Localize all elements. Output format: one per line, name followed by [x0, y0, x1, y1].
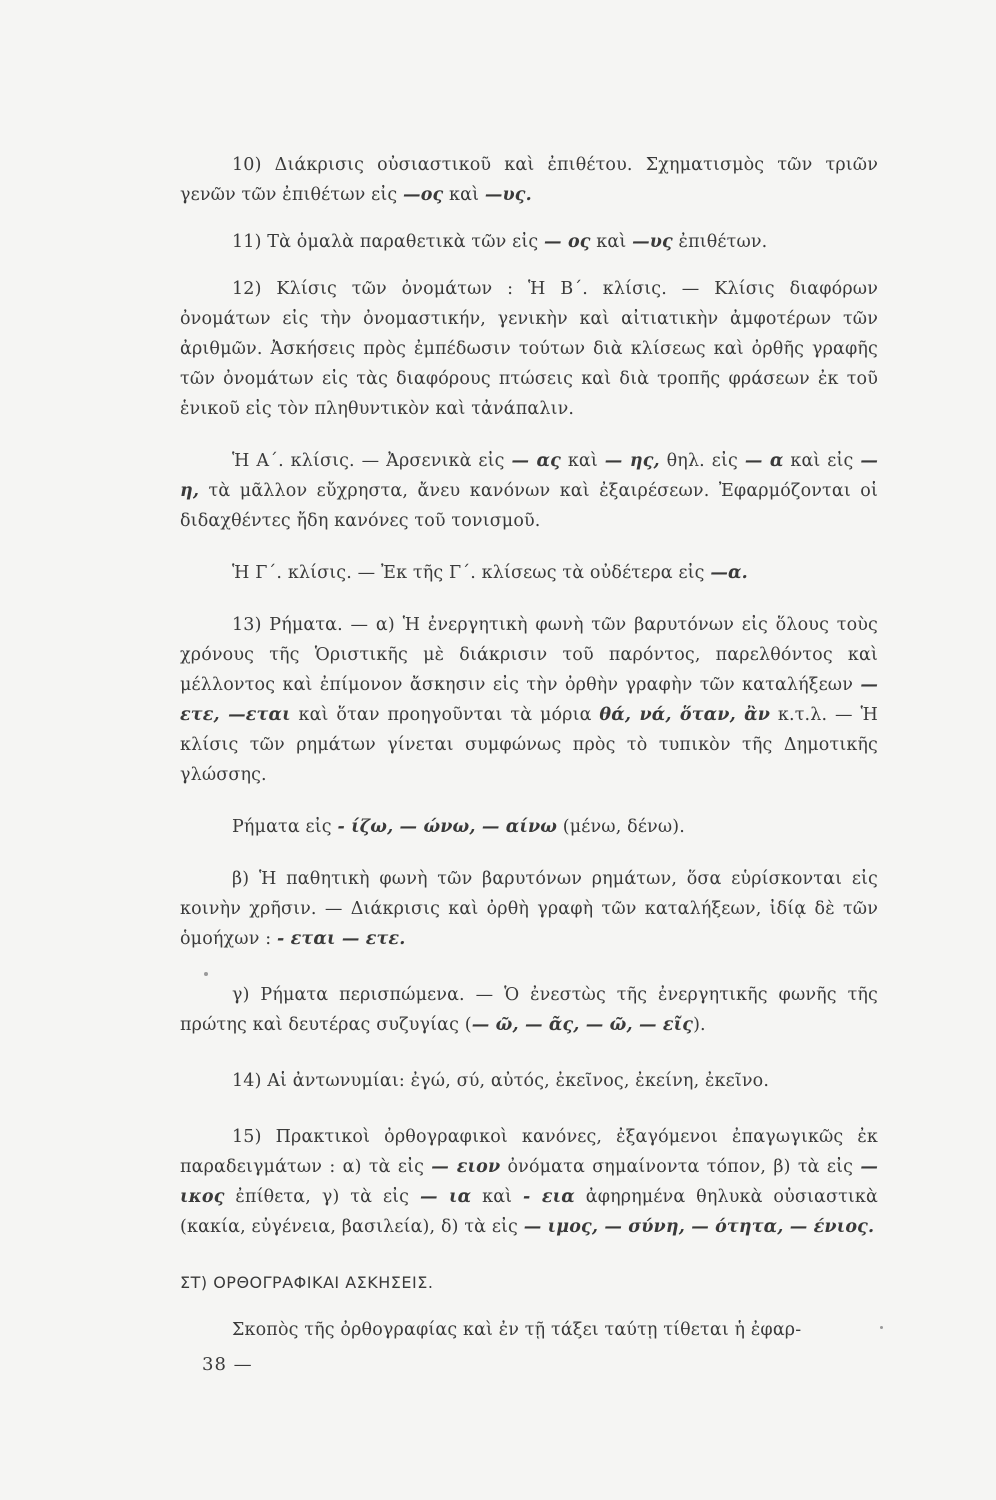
text-run: Σκοπὸς τῆς ὀρθογραφίας καὶ ἐν τῇ τάξει ταύτῃ τίθεται ἡ ἐφαρ- [232, 1320, 802, 1340]
item-10 [180, 150, 878, 210]
text-run: κ.τ.λ. — Ἡ κλίσις τῶν ρημάτων γίνεται συμφώνως πρὸς τὸ τυπικὸν τῆς Δημοτικῆς γλώσσης. [180, 705, 878, 785]
text-run: ἀφηρημένα θηλυκὰ οὐσιαστικὰ (κακία, εὐγένεια, βασιλεία), δ) τὰ εἰς [180, 1187, 878, 1237]
item-13-b [180, 864, 878, 954]
inflection-ending: - εται — ετε. [276, 929, 406, 949]
text-run: τὰ μᾶλλον εὔχρηστα, ἄνευ κανόνων καὶ ἐξαιρέσεων. Ἐφαρμόζονται οἱ διδαχθέντες ἤδη κανόνες τοῦ τονισμοῦ. [180, 481, 878, 531]
text-run: καὶ [560, 451, 605, 471]
inflection-ending: - ίζω, — ώνω, — αίνω [337, 817, 558, 837]
text-run: 13) Ρήματα. — α) Ἡ ἐνεργητικὴ φωνὴ τῶν βαρυτόνων εἰς ὅλους τοὺς χρόνους τῆς Ὁριστικῆς μὲ διάκρισιν τοῦ παρόντος, παρελθόντος καὶ μέλλοντος καὶ ἐπίμονον ἄσκησιν εἰς τὴν ὀρθὴν γραφὴν τῶν καταλήξεων [180, 615, 878, 695]
text-run: 10) Διάκρισις οὐσιαστικοῦ καὶ ἐπιθέτου. Σχηματισμὸς τῶν τριῶν γενῶν τῶν ἐπιθέτων εἰς [180, 155, 878, 205]
text-run: ἐπιθέτων. [672, 232, 768, 252]
text-run: 14) Αἱ ἀντωνυμίαι: ἐγώ, σύ, αὐτός, ἐκεῖνος, ἐκείνη, ἐκεῖνο. [232, 1071, 770, 1091]
ink-speck [204, 972, 208, 976]
section-heading [180, 1268, 878, 1298]
inflection-ending: —ος [403, 185, 444, 205]
verbs-line [180, 812, 878, 842]
text-run: 15) Πρακτικοὶ ὀρθογραφικοὶ κανόνες, ἐξαγόμενοι ἐπαγωγικῶς ἐκ παραδειγμάτων : α) τὰ εἰς [180, 1127, 878, 1177]
inflection-ending: - εια [523, 1187, 575, 1207]
text-column [180, 150, 878, 1345]
inflection-ending: — η, [180, 451, 878, 501]
text-run: ἐπίθετα, γ) τὰ εἰς [224, 1187, 420, 1207]
text-run: Ἡ Α΄. κλίσις. — Ἀρσενικὰ εἰς [232, 451, 512, 471]
ink-speck [880, 1326, 883, 1329]
item-11 [180, 227, 878, 257]
inflection-ending: — ας [511, 451, 561, 471]
inflection-ending: —α. [710, 563, 748, 583]
inflection-ending: — ης, [604, 451, 660, 471]
inflection-ending: —ετε, —εται [180, 675, 878, 725]
inflection-ending: — ιμος, — σύνη, — ότητα, — ένιος. [523, 1217, 875, 1237]
text-run: 12) Κλίσις τῶν ὀνομάτων : Ἡ Β΄. κλίσις. — Κλίσις διαφόρων ὀνομάτων εἰς τὴν ὀνομαστικήν, γενικὴν καὶ αἰτιατικὴν ἀμφοτέρων τῶν ἀριθμῶν. Ἀσκήσεις πρὸς ἐμπέδωσιν τούτων διὰ κλίσεως καὶ ὀρθῆς γραφῆς τῶν ὀνομάτων εἰς τὰς διαφόρους πτώσεις καὶ διὰ τροπῆς φράσεων ἐκ τοῦ ἑνικοῦ εἰς τὸν πληθυντικὸν καὶ τἀνάπαλιν. [180, 279, 878, 419]
inflection-ending: —υς [632, 232, 673, 252]
item-13-c [180, 980, 878, 1040]
text-run: καὶ ὅταν προηγοῦνται τὰ μόρια [290, 705, 600, 725]
text-run: 11) Τὰ ὁμαλὰ παραθετικὰ τῶν εἰς [232, 232, 545, 252]
inflection-ending: — α [744, 451, 784, 471]
first-declension [180, 446, 878, 536]
text-run: Ρήματα εἰς [232, 817, 338, 837]
text-run: Ἡ Γ΄. κλίσις. — Ἐκ τῆς Γ΄. κλίσεως τὰ οὐδέτερα εἰς [232, 563, 711, 583]
inflection-ending: — ια [419, 1187, 472, 1207]
text-run: καὶ [590, 232, 633, 252]
inflection-ending: — ος [544, 232, 591, 252]
inflection-ending: — ικος [180, 1157, 878, 1207]
text-run: (μένω, δένω). [557, 817, 685, 837]
text-run: καὶ [471, 1187, 524, 1207]
item-13 [180, 610, 878, 790]
text-run: ΣΤ) ΟΡΘΟΓΡΑΦΙΚΑΙ ΑΣΚΗΣΕΙΣ. [180, 1273, 434, 1292]
text-run: καὶ εἰς [783, 451, 861, 471]
text-run: β) Ἡ παθητικὴ φωνὴ τῶν βαρυτόνων ρημάτων, ὅσα εὑρίσκονται εἰς κοινὴν χρῆσιν. — Διάκρισις καὶ ὀρθὴ γραφὴ τῶν καταλήξεων, ἰδίᾳ δὲ τῶν ὁμοήχων : [180, 869, 878, 949]
item-15 [180, 1122, 878, 1242]
text-run: ὀνόματα σημαίνοντα τόπον, β) τὰ εἰς [500, 1157, 861, 1177]
inflection-ending: — ῶ, — ᾶς, — ῶ, — εῖς [471, 1015, 694, 1035]
inflection-ending: —υς. [484, 185, 532, 205]
item-12 [180, 274, 878, 424]
item-14 [180, 1066, 878, 1096]
closing-paragraph [180, 1315, 878, 1345]
text-run: γ) Ρήματα περισπώμενα. — Ὁ ἐνεστὼς τῆς ἐνεργητικῆς φωνῆς τῆς πρώτης καὶ δευτέρας συζυγίας ( [180, 985, 878, 1035]
text-run: ). [693, 1015, 706, 1035]
page-number: 38 — [202, 1354, 253, 1375]
third-declension [180, 558, 878, 588]
inflection-ending: θά, νά, ὅταν, ἂν [599, 705, 771, 725]
text-run: καὶ [443, 185, 485, 205]
inflection-ending: — ειον [431, 1157, 501, 1177]
text-run: θηλ. εἰς [659, 451, 745, 471]
